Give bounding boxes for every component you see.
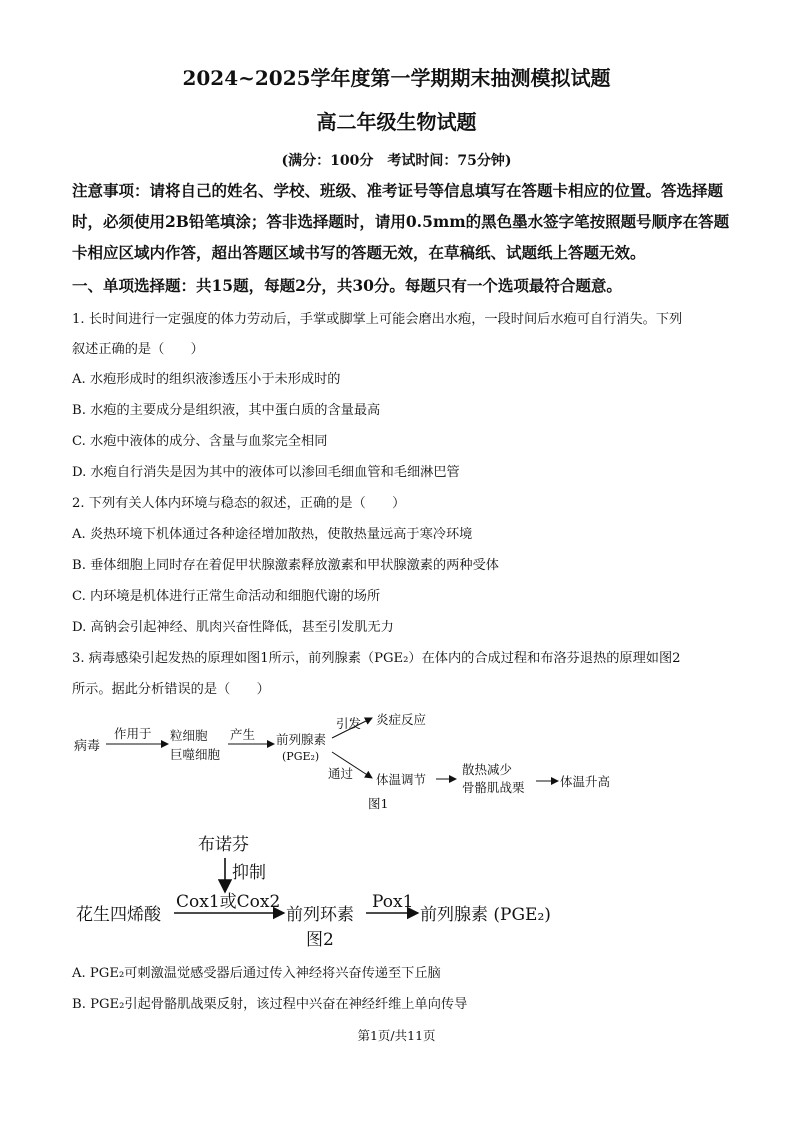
fig1-pge-formula: (PGE₂) [282,750,320,763]
question-2-stem: 2. 下列有关人体内环境与稳态的叙述，正确的是（ ） [72,496,406,511]
fig2-caption: 图2 [306,930,334,950]
question-1-stem-line2: 叙述正确的是（ ） [72,342,204,357]
question-1-option-c: C. 水疱中液体的成分、含量与血浆完全相同 [72,434,328,449]
fig1-cell2: 巨噬细胞 [170,747,221,762]
exam-title: 2024~2025学年度第一学期期末抽测模拟试题 [182,66,611,90]
fig1-effect2: 骨骼肌战栗 [462,780,525,795]
question-3-option-b: B. PGE₂引起骨骼肌战栗反射，该过程中兴奋在神经纤维上单向传导 [72,997,468,1012]
fig2-inhibit: 抑制 [232,863,266,883]
fig1-result: 体温升高 [560,774,611,789]
fig2-enzyme2: Pox1 [372,892,414,912]
section-heading: 一、单项选择题：共15题，每题2分，共30分。每题只有一个选项最符合题意。 [72,276,622,295]
fig1-trigger: 引发 [336,716,362,731]
question-3-stem-line1: 3. 病毒感染引起发热的原理如图1所示，前列腺素（PGE₂）在体内的合成过程和布洛芬退热的原理如图2 [72,651,681,666]
subject-title: 高二年级生物试题 [316,110,477,134]
fig2-intermediate: 前列环素 [286,905,354,925]
fig1-caption: 图1 [368,796,389,811]
fig1-pge-name: 前列腺素 [276,732,327,747]
page-footer: 第1页/共11页 [357,1028,436,1043]
fig1-inflammation: 炎症反应 [376,712,427,727]
fig2-enzyme1: Cox1或Cox2 [176,892,281,912]
exam-info: (满分：100分 考试时间：75分钟) [281,153,512,169]
question-1-option-d: D. 水疱自行消失是因为其中的液体可以渗回毛细血管和毛细淋巴管 [72,465,460,480]
question-2-option-c: C. 内环境是机体进行正常生命活动和细胞代谢的场所 [72,589,381,604]
fig1-produce: 产生 [230,727,256,742]
figure-1-diagram [70,708,630,818]
question-3-option-a: A. PGE₂可刺激温觉感受器后通过传入神经将兴奋传递至下丘脑 [72,966,441,981]
fig1-virus: 病毒 [74,739,101,754]
question-2-option-b: B. 垂体细胞上同时存在着促甲状腺激素释放激素和甲状腺激素的两种受体 [72,558,499,573]
fig2-drug: 布诺芬 [198,835,249,855]
fig2-product: 前列腺素 (PGE₂) [420,905,551,925]
fig1-via: 通过 [328,766,354,781]
question-1-stem-line1: 1. 长时间进行一定强度的体力劳动后，手掌或脚掌上可能会磨出水疱，一段时间后水疱可自行消失。下列 [72,312,683,327]
fig1-cell1: 粒细胞 [170,728,208,743]
question-2-option-d: D. 高钠会引起神经、肌肉兴奋性降低，甚至引发肌无力 [72,620,394,635]
figure-2-diagram [72,828,572,956]
fig1-thermo: 体温调节 [376,772,427,787]
question-1-option-a: A. 水疱形成时的组织液渗透压小于未形成时的 [72,372,341,387]
fig2-substrate: 花生四烯酸 [76,905,161,925]
fig1-effect1: 散热减少 [462,762,513,777]
fig1-acts-on: 作用于 [114,726,152,741]
question-3-stem-line2: 所示。据此分析错误的是（ ） [72,682,270,697]
question-2-option-a: A. 炎热环境下机体通过各种途径增加散热，使散热量远高于寒冷环境 [72,527,473,542]
notice-text: 注意事项：请将自己的姓名、学校、班级、准考证号等信息填写在答题卡相应的位置。答选择题时，必须使用2B铅笔填涂；答非选择题时，请用0.5mm的黑色墨水签字笔按照题号顺序在答题卡相应区域内作答，超出答题区域书写的答题无效，在草稿纸、试题纸上答题无效。 [72,181,730,262]
question-1-option-b: B. 水疱的主要成分是组织液，其中蛋白质的含量最高 [72,403,381,418]
